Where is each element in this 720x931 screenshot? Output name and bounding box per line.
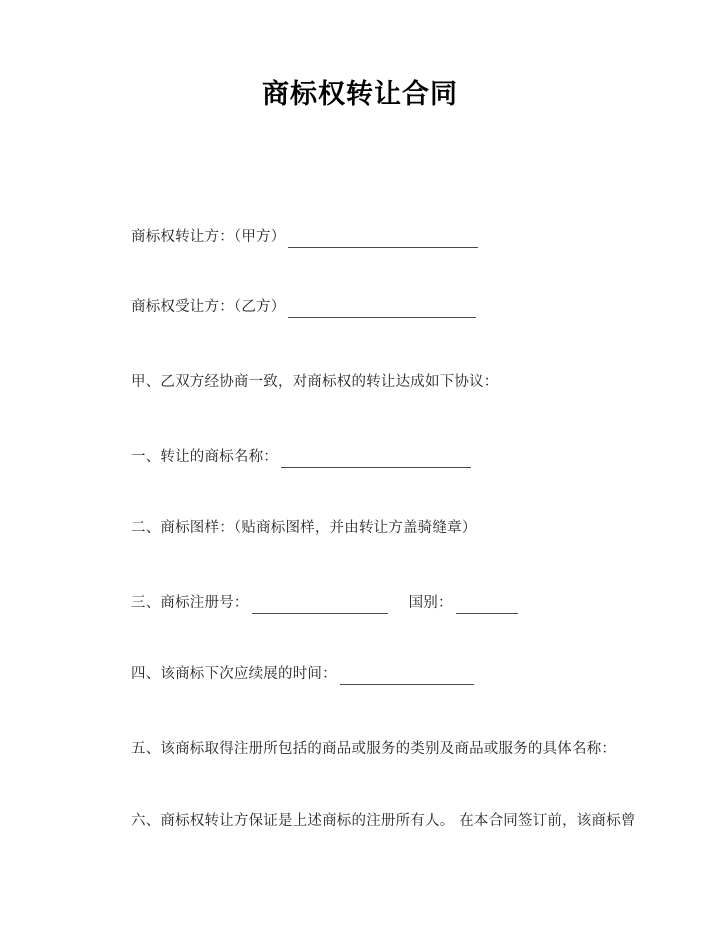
item-1-label: 一、转让的商标名称： <box>131 449 278 465</box>
page-title: 商标权转让合同 <box>262 79 458 110</box>
preamble-text: 甲、乙双方经协商一致，对商标权的转让达成如下协议： <box>131 374 499 390</box>
paragraph-item-3 <box>131 592 521 614</box>
item-2-label: 二、商标图样：（贴商标图样，并由转让方盖骑缝章） <box>131 520 477 536</box>
transferee-blank[interactable] <box>288 302 476 318</box>
paragraph-transferor <box>131 226 481 248</box>
item-4-label: 四、该商标下次应续展的时间： <box>131 666 337 682</box>
item-3-label: 三、商标注册号： <box>131 595 249 611</box>
transferee-label: 商标权受让方：（乙方） <box>131 299 286 315</box>
paragraph-item-1 <box>131 446 474 468</box>
paragraph-transferee <box>131 296 479 318</box>
paragraph-item-5 <box>131 738 616 760</box>
transferor-label: 商标权转让方：（甲方） <box>131 229 286 245</box>
paragraph-item-6 <box>131 810 636 832</box>
item-4-blank[interactable] <box>340 669 474 685</box>
paragraph-item-2 <box>131 517 477 539</box>
item-3-registration-number-blank[interactable] <box>252 598 388 614</box>
item-3-country-blank[interactable] <box>456 598 518 614</box>
item-1-blank[interactable] <box>281 452 471 468</box>
paragraph-preamble <box>131 371 499 393</box>
transferor-blank[interactable] <box>288 232 478 248</box>
item-6-label: 六、商标权转让方保证是上述商标的注册所有人。 在本合同签订前，该商标曾 <box>131 813 636 829</box>
item-5-label: 五、该商标取得注册所包括的商品或服务的类别及商品或服务的具体名称： <box>131 741 617 757</box>
paragraph-item-4 <box>131 663 477 685</box>
item-3-country-label: 国别： <box>408 595 453 611</box>
